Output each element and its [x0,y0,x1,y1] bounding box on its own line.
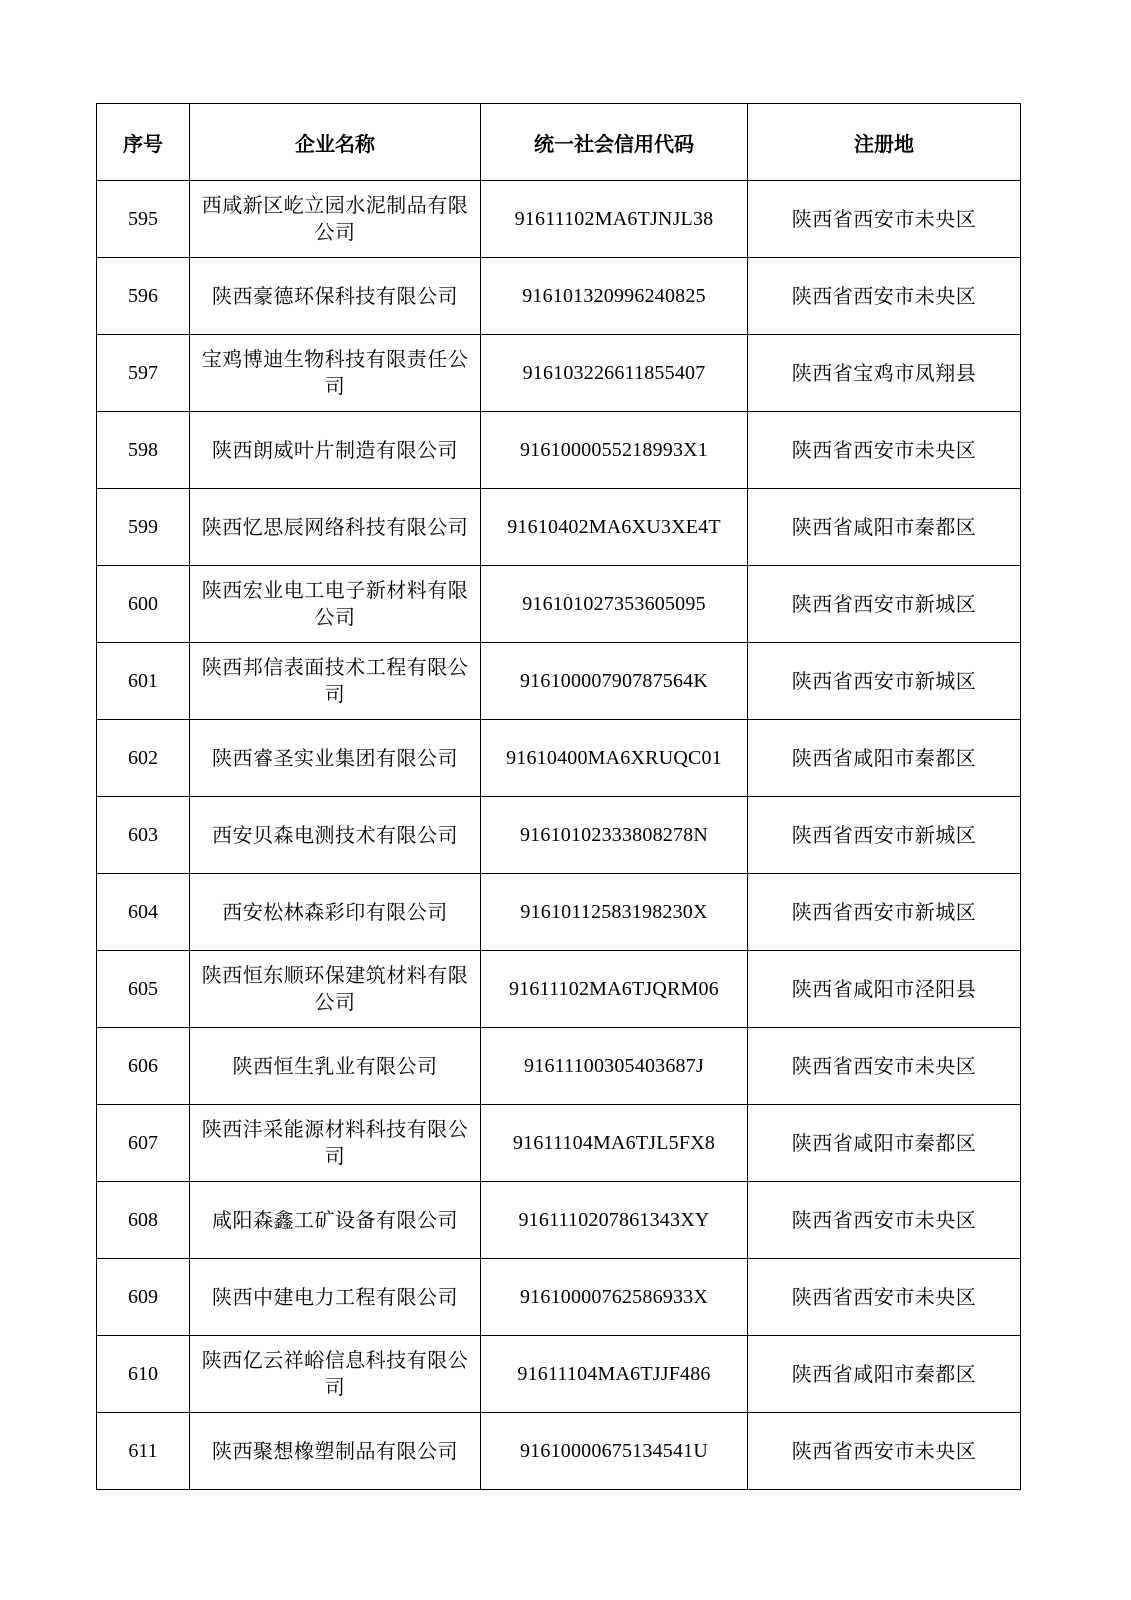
company-name-cell: 陕西聚想橡塑制品有限公司 [190,1413,481,1490]
credit-code-cell: 91610000790787564K [481,643,748,720]
company-name-cell: 陕西恒生乳业有限公司 [190,1028,481,1105]
serial-number-cell: 607 [97,1105,190,1182]
serial-number-cell: 604 [97,874,190,951]
header-row [97,104,1021,181]
serial-number-cell: 601 [97,643,190,720]
registration-place-cell: 陕西省西安市未央区 [748,181,1021,258]
table-row [97,489,1021,566]
credit-code-cell: 916101027353605095 [481,566,748,643]
company-name-cell: 陕西沣采能源材料科技有限公司 [190,1105,481,1182]
credit-code-cell: 91610402MA6XU3XE4T [481,489,748,566]
credit-code-cell: 91611104MA6TJJF486 [481,1336,748,1413]
header-serial-number: 序号 [97,104,190,181]
registration-place-cell: 陕西省西安市未央区 [748,1413,1021,1490]
company-name-cell: 陕西恒东顺环保建筑材料有限公司 [190,951,481,1028]
company-name-cell: 陕西睿圣实业集团有限公司 [190,720,481,797]
registration-place-cell: 陕西省西安市未央区 [748,1182,1021,1259]
serial-number-cell: 603 [97,797,190,874]
company-name-cell: 陕西宏业电工电子新材料有限公司 [190,566,481,643]
table-row [97,643,1021,720]
serial-number-cell: 606 [97,1028,190,1105]
registration-place-cell: 陕西省西安市新城区 [748,797,1021,874]
credit-code-cell: 916101320996240825 [481,258,748,335]
table-body [97,181,1021,1490]
table-row [97,335,1021,412]
serial-number-cell: 609 [97,1259,190,1336]
credit-code-cell: 916103226611855407 [481,335,748,412]
table-row [97,181,1021,258]
table-row [97,1336,1021,1413]
company-name-cell: 西安松林森彩印有限公司 [190,874,481,951]
serial-number-cell: 602 [97,720,190,797]
serial-number-cell: 605 [97,951,190,1028]
registration-place-cell: 陕西省咸阳市泾阳县 [748,951,1021,1028]
registration-place-cell: 陕西省咸阳市秦都区 [748,489,1021,566]
registration-place-cell: 陕西省西安市未央区 [748,1028,1021,1105]
serial-number-cell: 608 [97,1182,190,1259]
registration-place-cell: 陕西省西安市未央区 [748,258,1021,335]
serial-number-cell: 599 [97,489,190,566]
table-row [97,951,1021,1028]
company-name-cell: 咸阳森鑫工矿设备有限公司 [190,1182,481,1259]
credit-code-cell: 91611100305403687J [481,1028,748,1105]
company-registry-table [96,103,1021,1490]
company-name-cell: 宝鸡博迪生物科技有限责任公司 [190,335,481,412]
registration-place-cell: 陕西省西安市未央区 [748,412,1021,489]
registration-place-cell: 陕西省西安市新城区 [748,566,1021,643]
credit-code-cell: 91610400MA6XRUQC01 [481,720,748,797]
serial-number-cell: 597 [97,335,190,412]
header-registration-place: 注册地 [748,104,1021,181]
registration-place-cell: 陕西省宝鸡市凤翔县 [748,335,1021,412]
table-row [97,874,1021,951]
table-header [97,104,1021,181]
serial-number-cell: 596 [97,258,190,335]
registration-place-cell: 陕西省咸阳市秦都区 [748,1336,1021,1413]
table-row [97,720,1021,797]
credit-code-cell: 91610000675134541U [481,1413,748,1490]
table-row [97,1413,1021,1490]
table-row [97,412,1021,489]
table-row [97,1182,1021,1259]
credit-code-cell: 9161110207861343XY [481,1182,748,1259]
company-name-cell: 西咸新区屹立园水泥制品有限公司 [190,181,481,258]
credit-code-cell: 9161000055218993X1 [481,412,748,489]
company-name-cell: 陕西忆思辰网络科技有限公司 [190,489,481,566]
registration-place-cell: 陕西省咸阳市秦都区 [748,1105,1021,1182]
registration-place-cell: 陕西省西安市新城区 [748,643,1021,720]
table-row [97,1028,1021,1105]
serial-number-cell: 611 [97,1413,190,1490]
registration-place-cell: 陕西省西安市新城区 [748,874,1021,951]
credit-code-cell: 91610000762586933X [481,1259,748,1336]
company-name-cell: 陕西朗威叶片制造有限公司 [190,412,481,489]
serial-number-cell: 595 [97,181,190,258]
company-name-cell: 陕西豪德环保科技有限公司 [190,258,481,335]
company-name-cell: 西安贝森电测技术有限公司 [190,797,481,874]
serial-number-cell: 598 [97,412,190,489]
table-row [97,258,1021,335]
serial-number-cell: 610 [97,1336,190,1413]
table-row [97,1259,1021,1336]
registration-place-cell: 陕西省咸阳市秦都区 [748,720,1021,797]
registration-place-cell: 陕西省西安市未央区 [748,1259,1021,1336]
table-row [97,566,1021,643]
credit-code-cell: 91610102333808278N [481,797,748,874]
credit-code-cell: 91610112583198230X [481,874,748,951]
credit-code-cell: 91611102MA6TJNJL38 [481,181,748,258]
company-name-cell: 陕西邦信表面技术工程有限公司 [190,643,481,720]
serial-number-cell: 600 [97,566,190,643]
credit-code-cell: 91611104MA6TJL5FX8 [481,1105,748,1182]
company-name-cell: 陕西中建电力工程有限公司 [190,1259,481,1336]
header-credit-code: 统一社会信用代码 [481,104,748,181]
header-company-name: 企业名称 [190,104,481,181]
table-row [97,797,1021,874]
company-name-cell: 陕西亿云祥峪信息科技有限公司 [190,1336,481,1413]
table-row [97,1105,1021,1182]
credit-code-cell: 91611102MA6TJQRM06 [481,951,748,1028]
